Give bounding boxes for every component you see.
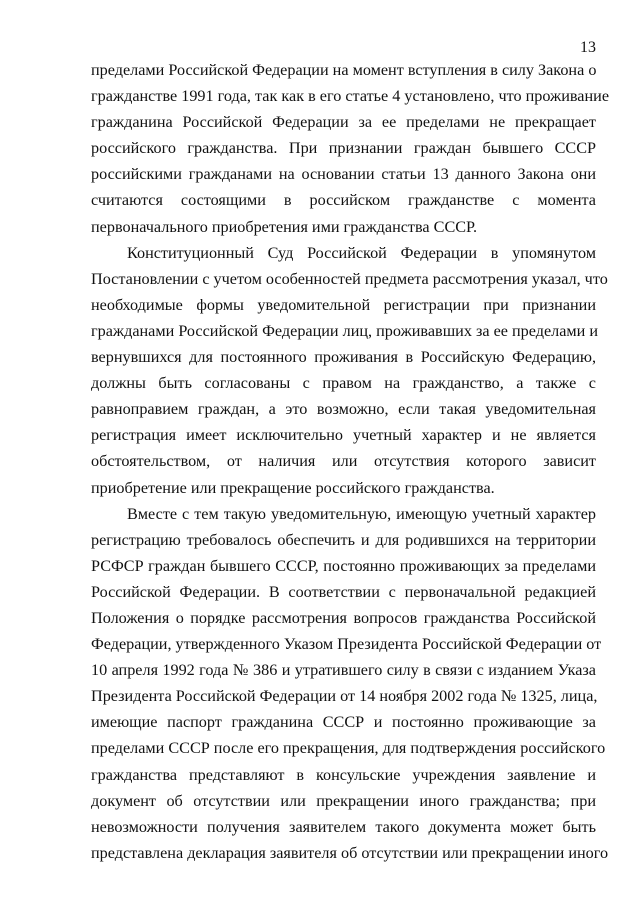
text-line: гражданства представляют в консульские учреждения заявление и <box>91 765 596 784</box>
text-line: РСФСР граждан бывшего СССР, постоянно проживающих за пределами <box>91 556 596 575</box>
text-line: российского гражданства. При признании граждан бывшего СССР <box>91 139 596 158</box>
text-line: невозможности получения заявителем такого документа может быть <box>91 817 596 836</box>
page-number: 13 <box>580 39 596 56</box>
text-line: необходимые формы уведомительной регистрации при признании <box>91 295 596 314</box>
text-line: гражданстве 1991 года, так как в его статье 4 установлено, что проживание <box>91 87 610 106</box>
text-line: представлена декларация заявителя об отсутствии или прекращении иного <box>91 843 609 862</box>
text-line: Российской Федерации. В соответствии с первоначальной редакцией <box>91 582 596 601</box>
text-line: Вместе с тем такую уведомительную, имеющую учетный характер <box>127 504 596 523</box>
text-line: Постановлении с учетом особенностей предмета рассмотрения указал, что <box>91 269 608 288</box>
text-line: вернувшихся для постоянного проживания в Российскую Федерацию, <box>91 348 596 367</box>
text-line: Президента Российской Федерации от 14 ноября 2002 года № 1325, лица, <box>91 687 598 706</box>
text-line: Положения о порядке рассмотрения вопросов гражданства Российской <box>91 608 596 627</box>
text-line: Конституционный Суд Российской Федерации в упомянутом <box>127 243 596 262</box>
text-line: регистрацию требовалось обеспечить и для родившихся на территории <box>91 530 596 549</box>
text-line: первоначального приобретения ими гражданства СССР. <box>91 217 478 236</box>
text-line: должны быть согласованы с правом на гражданство, а также с <box>91 374 596 393</box>
text-line: российскими гражданами на основании статьи 13 данного Закона они <box>91 165 596 184</box>
text-line: равноправием граждан, а это возможно, если такая уведомительная <box>91 400 596 419</box>
text-line: пределами Российской Федерации на момент вступления в силу Закона о <box>91 61 597 79</box>
text-line: гражданина Российской Федерации за ее пределами не прекращает <box>91 113 596 132</box>
text-line: регистрация имеет исключительно учетный характер и не является <box>91 426 596 445</box>
text-line: считаются состоящими в российском гражданстве с момента <box>91 191 596 210</box>
text-line: Федерации, утвержденного Указом Президента Российской Федерации от <box>91 635 602 654</box>
text-line: пределами СССР после его прекращения, для подтверждения российского <box>91 739 606 758</box>
text-line: документ об отсутствии или прекращении иного гражданства; при <box>91 791 596 810</box>
text-line: приобретение или прекращение российского гражданства. <box>91 478 495 497</box>
text-line: 10 апреля 1992 года № 386 и утратившего силу в связи с изданием Указа <box>91 661 596 680</box>
body-text <box>91 57 610 866</box>
text-line: гражданами Российской Федерации лиц, проживавших за ее пределами и <box>91 321 599 340</box>
text-line: имеющие паспорт гражданина СССР и постоянно проживающие за <box>91 713 596 732</box>
text-line: обстоятельством, от наличия или отсутствия которого зависит <box>91 452 596 471</box>
